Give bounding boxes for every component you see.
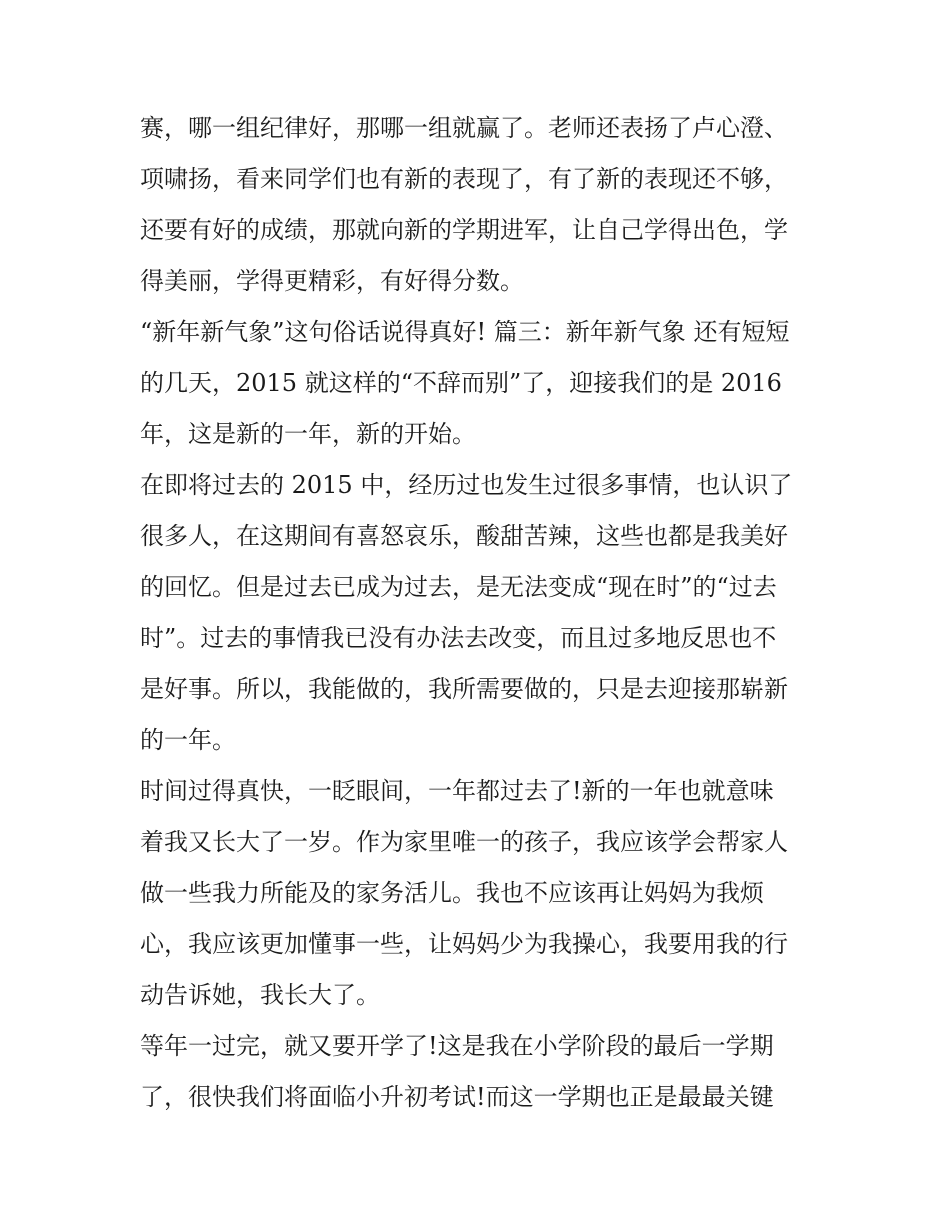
text-line: 的回忆。但是过去已成为过去，是无法变成“现在时”的“过去: [140, 573, 777, 601]
text-line: 年，这是新的一年，新的开始。: [140, 420, 476, 448]
text-line: 等年一过完，就又要开学了!这是我在小学阶段的最后一学期: [140, 1032, 774, 1060]
text-line: 做一些我力所能及的家务活儿。我也不应该再让妈妈为我烦: [140, 879, 764, 907]
text-line: 是好事。所以，我能做的，我所需要做的，只是去迎接那崭新: [140, 675, 788, 703]
text-line: 了，很快我们将面临小升初考试!而这一学期也正是最最关键: [140, 1083, 774, 1111]
text-line: 赛，哪一组纪律好，那哪一组就赢了。老师还表扬了卢心澄、: [140, 114, 788, 142]
text-line: 很多人，在这期间有喜怒哀乐，酸甜苦辣，这些也都是我美好: [140, 522, 788, 550]
text-line: 动告诉她，我长大了。: [140, 981, 380, 1009]
text-line: “新年新气象”这句俗话说得真好! 篇三：新年新气象 还有短短: [140, 318, 790, 346]
text-line: 时间过得真快，一眨眼间，一年都过去了!新的一年也就意味: [140, 777, 774, 805]
document-body: [140, 103, 820, 1123]
text-line: 在即将过去的 2015 中，经历过也发生过很多事情，也认识了: [140, 471, 793, 499]
text-line: 还要有好的成绩，那就向新的学期进军，让自己学得出色，学: [140, 216, 788, 244]
text-line: 的一年。: [140, 726, 236, 754]
text-line: 的几天，2015 就这样的“不辞而别”了，迎接我们的是 2016: [140, 369, 782, 397]
text-line: 项啸扬，看来同学们也有新的表现了，有了新的表现还不够，: [140, 165, 788, 193]
text-line: 心，我应该更加懂事一些，让妈妈少为我操心，我要用我的行: [140, 930, 788, 958]
text-line: 着我又长大了一岁。作为家里唯一的孩子，我应该学会帮家人: [140, 828, 788, 856]
text-line: 时”。过去的事情我已没有办法去改变，而且过多地反思也不: [140, 624, 777, 652]
text-line: 得美丽，学得更精彩，有好得分数。: [140, 267, 524, 295]
